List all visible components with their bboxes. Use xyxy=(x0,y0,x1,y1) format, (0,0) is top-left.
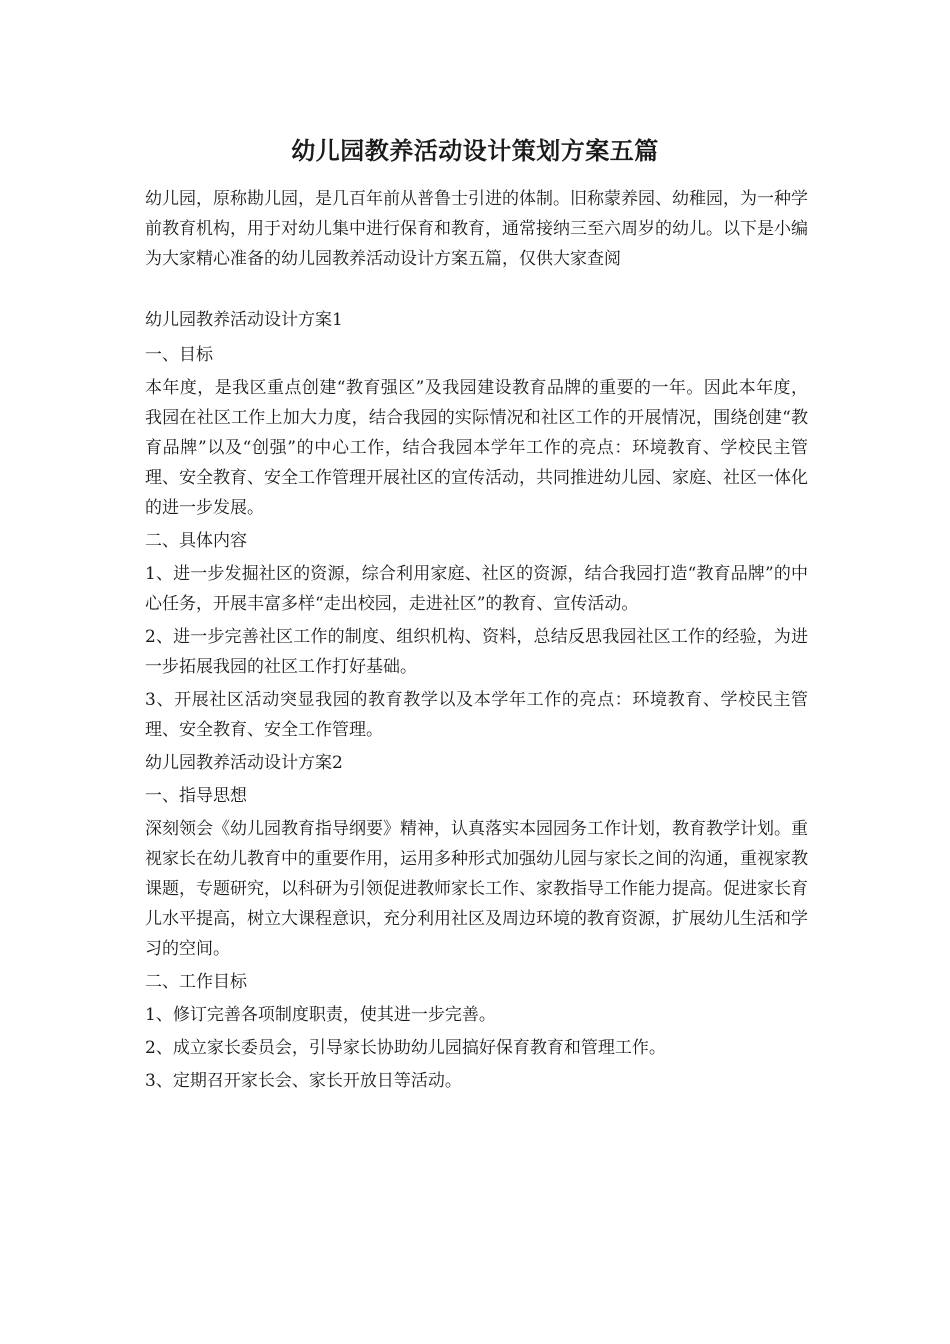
document-body xyxy=(145,184,808,1099)
list-item-content-3: 3、开展社区活动突显我园的教育教学以及本学年工作的亮点：环境教育、学校民主管理、安全教育、安全工作管理。 xyxy=(145,690,808,740)
paragraph-spacer xyxy=(145,274,808,305)
paragraph-guiding-thought-body: 深刻领会《幼儿园教育指导纲要》精神，认真落实本园园务工作计划，教育教学计划。重视家长在幼儿教育中的重要作用，运用多种形式加强幼儿园与家长之间的沟通，重视家教课题，专题研究，以科研为引领促进教师家长工作、家教指导工作能力提高。促进家长育儿水平提高，树立大课程意识，充分利用社区及周边环境的教育资源，扩展幼儿生活和学习的空间。 xyxy=(145,819,808,959)
list-item-goal-1: 1、修订完善各项制度职责，使其进一步完善。 xyxy=(145,1005,496,1025)
list-item-content-1: 1、进一步发掘社区的资源，综合利用家庭、社区的资源，结合我园打造“教育品牌”的中心任务，开展丰富多样“走出校园，走进社区”的教育、宣传活动。 xyxy=(145,564,808,614)
list-item-goal-2: 2、成立家长委员会，引导家长协助幼儿园搞好保育教育和管理工作。 xyxy=(145,1038,666,1058)
subheading-goal: 一、目标 xyxy=(145,345,213,365)
subheading-work-goals: 二、工作目标 xyxy=(145,972,247,992)
subheading-guiding-thought: 一、指导思想 xyxy=(145,786,247,806)
paragraph-goal-body: 本年度，是我区重点创建“教育强区”及我园建设教育品牌的重要的一年。因此本年度，我园在社区工作上加大力度，结合我园的实际情况和社区工作的开展情况，围绕创建“教育品牌”以及“创强”的中心工作，结合我园本学年工作的亮点：环境教育、学校民主管理、安全教育、安全工作管理开展社区的宣传活动，共同推进幼儿园、家庭、社区一体化的进一步发展。 xyxy=(145,378,808,518)
subheading-content: 二、具体内容 xyxy=(145,531,247,551)
intro-paragraph: 幼儿园，原称勘儿园，是几百年前从普鲁士引进的体制。旧称蒙养园、幼稚园，为一种学前教育机构，用于对幼儿集中进行保育和教育，通常接纳三至六周岁的幼儿。以下是小编为大家精心准备的幼儿园教养活动设计方案五篇，仅供大家查阅 xyxy=(145,189,808,269)
section-heading-plan-1: 幼儿园教养活动设计方案1 xyxy=(145,310,343,330)
list-item-content-2: 2、进一步完善社区工作的制度、组织机构、资料，总结反思我园社区工作的经验，为进一步拓展我园的社区工作打好基础。 xyxy=(145,627,808,677)
document-title: 幼儿园教养活动设计策划方案五篇 xyxy=(291,136,659,165)
section-heading-plan-2: 幼儿园教养活动设计方案2 xyxy=(145,753,343,773)
list-item-goal-3: 3、定期召开家长会、家长开放日等活动。 xyxy=(145,1071,462,1091)
